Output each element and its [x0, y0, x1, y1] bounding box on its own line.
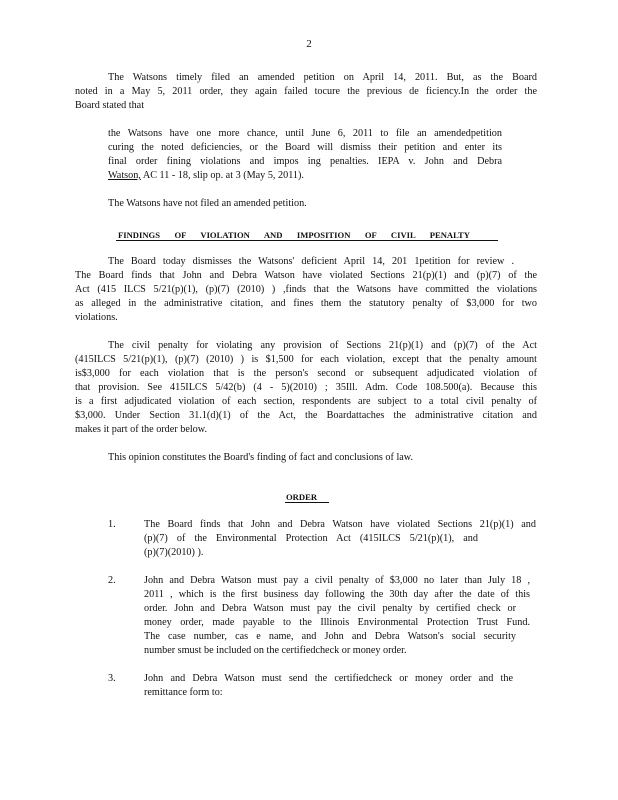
- para4-line-6: $3,000. Under Section 31.1(d)(1) of the Act, the Boardattaches the administrative citation and: [75, 410, 537, 421]
- order-item-2-line-2: 2011 , which is the first business day following the 30th day after the date of this: [144, 589, 530, 600]
- para3-line-3: Act (415 ILCS 5/21(p)(1), (p)(7) (2010) ) ,finds that the Watsons have committed the violations: [75, 284, 537, 295]
- order-item-3-number: 3.: [108, 673, 116, 684]
- order-item-2-line-4: money order, made payable to the Illinois Environmental Protection Trust Fund.: [144, 617, 530, 628]
- para4-line-5: is a first adjudicated violation of each section, respondents are subject to a total civil penalty of: [75, 396, 537, 407]
- findings-heading-underline: [116, 240, 498, 241]
- para1-line-1: The Watsons timely filed an amended petition on April 14, 2011. But, as the Board: [108, 72, 537, 83]
- para4-line-4: that provision. See 415ILCS 5/42(b) (4 - 5)(2010) ; 35Ill. Adm. Code 108.500(a). Because this: [75, 382, 537, 393]
- order-item-2-line-5: The case number, cas e name, and John and Debra Watson's social security: [144, 631, 516, 642]
- order-item-1-line-1: The Board finds that John and Debra Watson have violated Sections 21(p)(1) and: [144, 519, 536, 530]
- para3-line-1: The Board today dismisses the Watsons' deficient April 14, 201 1petition for review .: [108, 256, 514, 267]
- para4-line-3: is$3,000 for each violation that is the person's second or subsequent adjudicated violation of: [75, 368, 537, 379]
- order-item-3-line-1: John and Debra Watson must send the certifiedcheck or money order and the: [144, 673, 513, 684]
- findings-heading: FINDINGS OF VIOLATION AND IMPOSITION OF CIVIL PENALTY: [118, 230, 470, 240]
- order-item-2-line-1: John and Debra Watson must pay a civil penalty of $3,000 no later than July 18 ,: [144, 575, 530, 586]
- para4-line-7: makes it part of the order below.: [75, 424, 208, 435]
- para2: The Watsons have not filed an amended petition.: [108, 198, 307, 209]
- quote-line-3: final order fining violations and impos ing penalties. IEPA v. John and Debra: [108, 156, 502, 167]
- para1-line-3: Board stated that: [75, 100, 145, 111]
- order-item-1-line-2: (p)(7) of the Environmental Protection Act (415ILCS 5/21(p)(1), and: [144, 533, 478, 544]
- para4-line-2: (415ILCS 5/21(p)(1), (p)(7) (2010) ) is $1,500 for each violation, except that the penalty amount: [75, 354, 537, 365]
- order-heading-underline: [285, 502, 329, 503]
- para3-line-4: as alleged in the administrative citation, and fines them the statutory penalty of $3,000 for two: [75, 298, 537, 309]
- para4-line-1: The civil penalty for violating any provision of Sections 21(p)(1) and (p)(7) of the Act: [108, 340, 537, 351]
- para1-line-2: noted in a May 5, 2011 order, they again failed tocure the previous de ficiency.In the order the: [75, 86, 537, 97]
- order-item-2-line-3: order. John and Debra Watson must pay the civil penalty by certified check or: [144, 603, 516, 614]
- quote-line-4: [108, 170, 304, 182]
- order-item-2-line-6: number smust be included on the certifiedcheck or money order.: [144, 645, 407, 656]
- quote-case-name: Watson,: [108, 170, 141, 181]
- order-item-1-line-3: (p)(7)(2010) ).: [144, 547, 204, 558]
- quote-line-1: the Watsons have one more chance, until June 6, 2011 to file an amendedpetition: [108, 128, 502, 139]
- order-item-3-line-2: remittance form to:: [144, 687, 223, 698]
- para3-line-5: violations.: [75, 312, 118, 323]
- quote-citation: AC 11 - 18, slip op. at 3 (May 5, 2011).: [142, 170, 304, 181]
- order-item-1-number: 1.: [108, 519, 116, 530]
- order-item-2-number: 2.: [108, 575, 116, 586]
- para5: This opinion constitutes the Board's finding of fact and conclusions of law.: [108, 452, 414, 463]
- para3-line-2: The Board finds that John and Debra Watson have violated Sections 21(p)(1) and (p)(7) of the: [75, 270, 537, 281]
- quote-line-2: curing the noted deficiencies, or the Board will dismiss their petition and enter its: [108, 142, 502, 153]
- order-heading: ORDER: [286, 492, 318, 502]
- page-number: 2: [306, 38, 312, 50]
